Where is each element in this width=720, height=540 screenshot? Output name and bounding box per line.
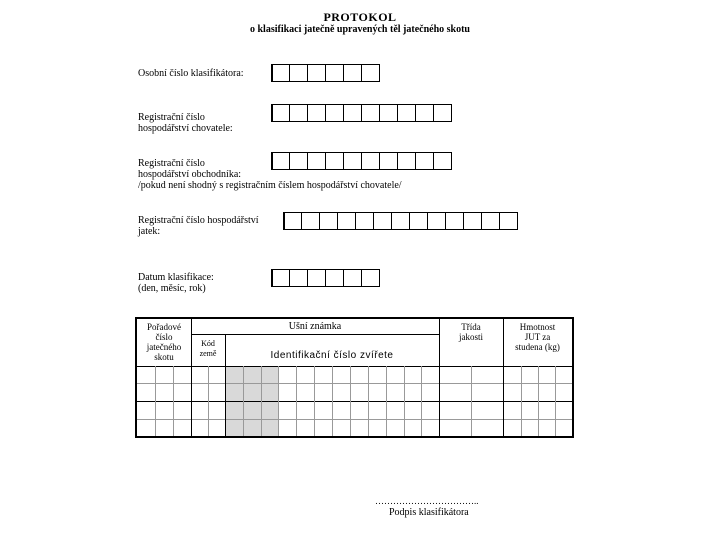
classification-date-boxes[interactable] [271, 269, 379, 287]
document-title: PROTOKOL [323, 10, 397, 24]
signature-label: Podpis klasifikátora [389, 507, 469, 518]
header-order-number: Pořadové číslo jatečného skotu [146, 322, 182, 362]
header-country-code: Kód země [199, 339, 217, 358]
field-label-classifier-number: Osobní číslo klasifikátora: [138, 68, 244, 79]
slaughterhouse-registration-boxes[interactable] [283, 212, 517, 230]
breeder-registration-boxes[interactable] [271, 104, 451, 122]
classifier-number-boxes[interactable] [271, 64, 379, 82]
signature-line[interactable]: …………………………….. [375, 496, 479, 506]
field-label-breeder-registration: Registrační číslo hospodářství chovatele: [138, 112, 233, 134]
trader-registration-boxes[interactable] [271, 152, 451, 170]
field-label-trader-registration: Registrační číslo hospodářství obchodníka: /pokud není shodný s registračním číslem hospodářství chovatele/ [138, 158, 402, 191]
header-animal-id: Identifikační číslo zvířete [270, 350, 394, 361]
classification-table [135, 317, 574, 438]
header-cold-weight: Hmotnost JUT za studena (kg) [515, 322, 560, 352]
header-ear-tag: Ušní známka [288, 321, 342, 332]
header-quality-class: Třída jakosti [459, 322, 483, 342]
field-label-classification-date: Datum klasifikace: (den, měsíc, rok) [138, 272, 214, 294]
field-label-slaughterhouse-registration: Registrační číslo hospodářství jatek: [138, 215, 259, 237]
document-subtitle: o klasifikaci jatečně upravených těl jatečného skotu [250, 24, 470, 35]
